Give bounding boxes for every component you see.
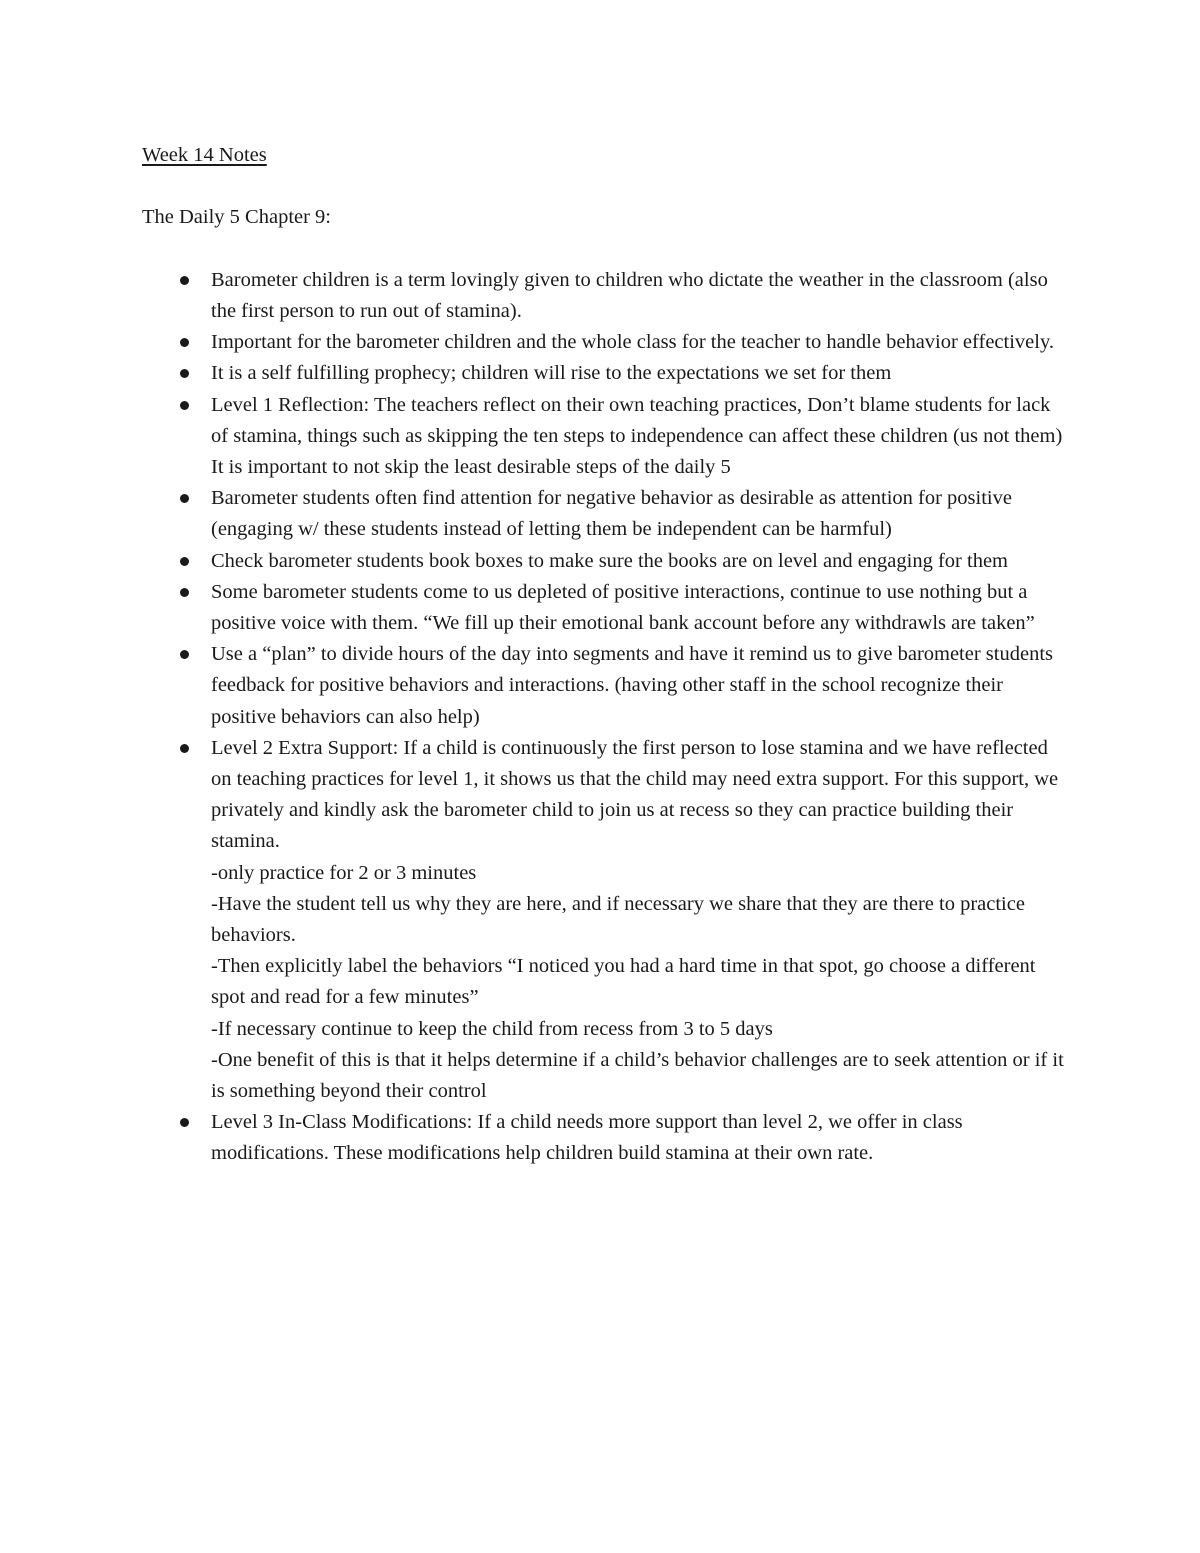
list-item bbox=[142, 358, 1072, 389]
notes-list bbox=[142, 265, 1072, 1170]
list-item-text: Level 1 Reflection: The teachers reflect on their own teaching practices, Don’t blame students for lack of stamina, things such as skipping the ten steps to independence can affect these children (us not them) It is important to not skip the least desirable steps of the daily 5 bbox=[211, 393, 1063, 478]
bullet-icon bbox=[180, 588, 189, 597]
list-item bbox=[142, 265, 1072, 327]
list-item bbox=[142, 733, 1072, 1107]
list-item-text: It is a self fulfilling prophecy; children will rise to the expectations we set for them bbox=[211, 362, 892, 385]
list-item-subline: -only practice for 2 or 3 minutes bbox=[211, 861, 477, 884]
section-heading: The Daily 5 Chapter 9: bbox=[142, 206, 332, 229]
document-page bbox=[142, 140, 1072, 1170]
page-title: Week 14 Notes bbox=[142, 144, 267, 166]
list-item-subline: -Have the student tell us why they are here, and if necessary we share that they are there to practice behaviors. bbox=[211, 892, 1025, 947]
bullet-icon bbox=[180, 557, 189, 566]
list-item-text: Important for the barometer children and the whole class for the teacher to handle behavior effectively. bbox=[211, 331, 1054, 354]
list-item bbox=[142, 483, 1072, 545]
bullet-icon bbox=[180, 494, 189, 503]
list-item bbox=[142, 546, 1072, 577]
bullet-icon bbox=[180, 276, 189, 285]
list-item-text: Level 2 Extra Support: If a child is continuously the first person to lose stamina and we have reflected on teaching practices for level 1, it shows us that the child may need extra support. For this support, we privately and kindly ask the barometer child to join us at recess so they can practice building their stamina. bbox=[211, 736, 1059, 853]
list-item-text: Some barometer students come to us depleted of positive interactions, continue to use nothing but a positive voice with them. “We fill up their emotional bank account before any withdrawls are taken” bbox=[211, 580, 1035, 634]
list-item-text: Check barometer students book boxes to make sure the books are on level and engaging for them bbox=[211, 549, 1008, 572]
list-item-text: Barometer students often find attention for negative behavior as desirable as attention for positive (engaging w/ these students instead of letting them be independent can be harmful) bbox=[211, 487, 1012, 541]
bullet-icon bbox=[180, 1118, 189, 1127]
bullet-icon bbox=[180, 401, 189, 410]
list-item bbox=[142, 577, 1072, 639]
bullet-icon bbox=[180, 650, 189, 659]
bullet-icon bbox=[180, 369, 189, 378]
list-item-text: Use a “plan” to divide hours of the day into segments and have it remind us to give barometer students feedback for positive behaviors and interactions. (having other staff in the school recognize their positive behaviors can also help) bbox=[211, 643, 1054, 728]
list-item-subline: -One benefit of this is that it helps determine if a child’s behavior challenges are to seek attention or if it is something beyond their control bbox=[211, 1048, 1064, 1103]
list-item bbox=[142, 390, 1072, 484]
list-item-text: Level 3 In-Class Modifications: If a child needs more support than level 2, we offer in class modifications. These modifications help children build stamina at their own rate. bbox=[211, 1111, 963, 1165]
list-item bbox=[142, 327, 1072, 358]
list-item-text: Barometer children is a term lovingly given to children who dictate the weather in the classroom (also the first person to run out of stamina). bbox=[211, 268, 1048, 322]
list-item-subline: -Then explicitly label the behaviors “I noticed you had a hard time in that spot, go choose a different spot and read for a few minutes” bbox=[211, 955, 1036, 1009]
list-item bbox=[142, 639, 1072, 733]
list-item bbox=[142, 1107, 1072, 1169]
bullet-icon bbox=[180, 338, 189, 347]
list-item-subline: -If necessary continue to keep the child from recess from 3 to 5 days bbox=[211, 1017, 773, 1040]
bullet-icon bbox=[180, 744, 189, 753]
